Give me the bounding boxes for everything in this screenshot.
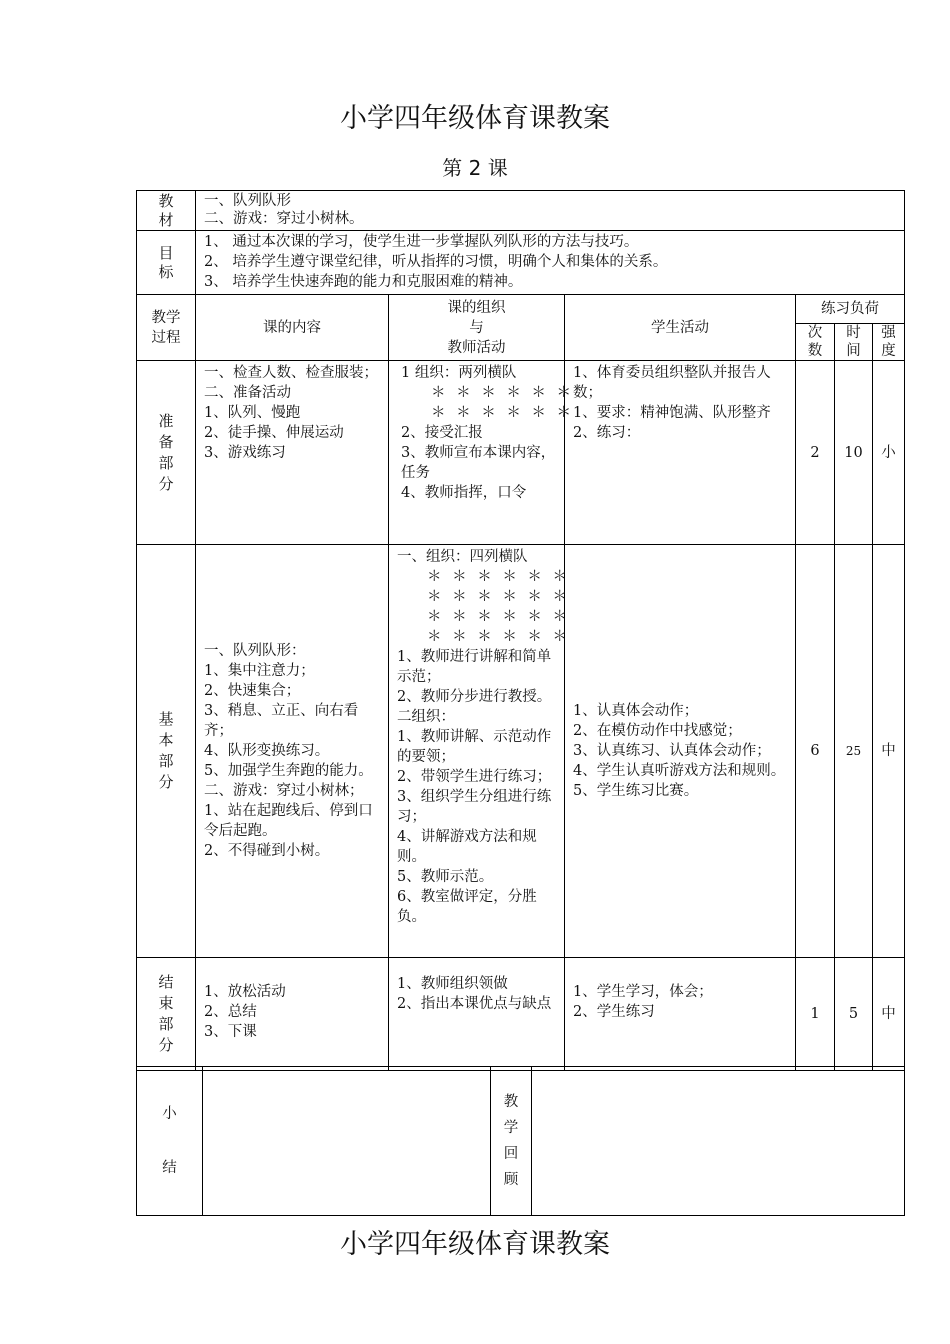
summary-label: 小 结 [137, 1067, 203, 1216]
goal-line: 2、 培养学生遵守课堂纪律，听从指挥的习惯，明确个人和集体的关系。 [204, 254, 668, 270]
section-intensity: 小 [873, 361, 905, 545]
section-row-preparation [137, 361, 905, 545]
section-organization: 1 组织：两列横队 ＊ ＊ ＊ ＊ ＊ ＊ ＊ ＊ ＊ ＊ ＊ ＊ 2、接受汇报 3、教师宣布本课内容，任务 4、教师指挥，口令 [389, 361, 565, 545]
section-label: 基 本 部 分 [137, 545, 196, 958]
formation-stars: ＊ ＊ ＊ ＊ ＊ ＊ [427, 569, 571, 585]
lesson-table [136, 190, 905, 1071]
section-times: 6 [796, 545, 835, 958]
goal-line: 3、 培养学生快速奔跑的能力和克服困难的精神。 [204, 274, 523, 290]
formation-stars: ＊ ＊ ＊ ＊ ＊ ＊ [427, 629, 571, 645]
page-title: 小学四年级体育课教案 [340, 103, 610, 134]
section-student: 1、学生学习，体会； 2、学生练习 [565, 958, 796, 1071]
duration-header: 时 间 [835, 324, 873, 361]
section-duration: 5 [835, 958, 873, 1071]
footer-title: 小学四年级体育课教案 [340, 1229, 610, 1260]
formation-stars: ＊ ＊ ＊ ＊ ＊ ＊ [427, 589, 571, 605]
student-header: 学生活动 [565, 295, 796, 361]
content-header: 课的内容 [196, 295, 389, 361]
formation-stars: ＊ ＊ ＊ ＊ ＊ ＊ [431, 405, 575, 421]
section-label: 结 束 部 分 [137, 958, 196, 1071]
section-intensity: 中 [873, 545, 905, 958]
section-times: 1 [796, 958, 835, 1071]
header-row [137, 295, 905, 324]
material-line: 一、队列队形 [204, 193, 291, 209]
lesson-number: 第 2 课 [442, 156, 508, 180]
goal-line: 1、 通过本次课的学习，使学生进一步掌握队列队形的方法与技巧。 [204, 234, 639, 250]
goals-row [137, 231, 905, 295]
org-header: 课的组织 与 教师活动 [389, 295, 565, 361]
load-header: 练习负荷 [796, 295, 905, 324]
section-intensity: 中 [873, 958, 905, 1071]
goals-label: 目 标 [137, 231, 196, 295]
section-organization: 1、教师组织领做 2、指出本课优点与缺点 [389, 958, 565, 1071]
formation-stars: ＊ ＊ ＊ ＊ ＊ ＊ [427, 609, 571, 625]
material-line: 二、游戏：穿过小树林。 [204, 211, 364, 227]
section-student: 1、体育委员组织整队并报告人数； 1、要求：精神饱满、队形整齐 2、练习： [565, 361, 796, 545]
section-content: 1、放松活动 2、总结 3、下课 [196, 958, 389, 1071]
process-header: 教学 过程 [137, 295, 196, 361]
section-duration: 10 [835, 361, 873, 545]
section-duration: 25 [835, 545, 873, 958]
material-row [137, 191, 905, 231]
summary-content [203, 1067, 491, 1216]
section-row-main [137, 545, 905, 958]
section-times: 2 [796, 361, 835, 545]
goals-content [196, 231, 905, 295]
section-student: 1、认真体会动作； 2、在模仿动作中找感觉； 3、认真练习、认真体会动作； 4、学生认真听游戏方法和规则。 5、学生练习比赛。 [565, 545, 796, 958]
intensity-header: 强 度 [873, 324, 905, 361]
section-organization: 一、组织：四列横队 ＊ ＊ ＊ ＊ ＊ ＊ ＊ ＊ ＊ ＊ ＊ ＊ ＊ ＊ ＊ ＊ ＊ ＊ ＊ ＊ ＊ ＊ ＊ ＊ 1、教师进行讲解和简单示范； 2、教师分步进行教授。 二组织： 1、教师讲解、示范动作的要领； 2、带领学生进行练习； 3、组织学生分组进行练习； 4、讲解游戏方法和规则。 5、教师示范。 6、教室做评定，分胜负。 [389, 545, 565, 958]
review-label: 教 学 回 顾 [491, 1067, 532, 1216]
review-content [532, 1067, 905, 1216]
times-header: 次 数 [796, 324, 835, 361]
formation-stars: ＊ ＊ ＊ ＊ ＊ ＊ [431, 385, 575, 401]
material-content [196, 191, 905, 231]
section-row-closing [137, 958, 905, 1071]
section-content: 一、队列队形： 1、集中注意力； 2、快速集合； 3、稍息、立正、向右看齐； 4、队形变换练习。 5、加强学生奔跑的能力。 二、游戏：穿过小树林； 1、站在起跑线后、停到口令后起跑。 2、不得碰到小树。 [196, 545, 389, 958]
section-content: 一、检查人数、检查服装； 二、准备活动 1、队列、慢跑 2、徒手操、伸展运动 3、游戏练习 [196, 361, 389, 545]
material-label: 教 材 [137, 191, 196, 231]
summary-table [136, 1066, 905, 1216]
section-label: 准 备 部 分 [137, 361, 196, 545]
